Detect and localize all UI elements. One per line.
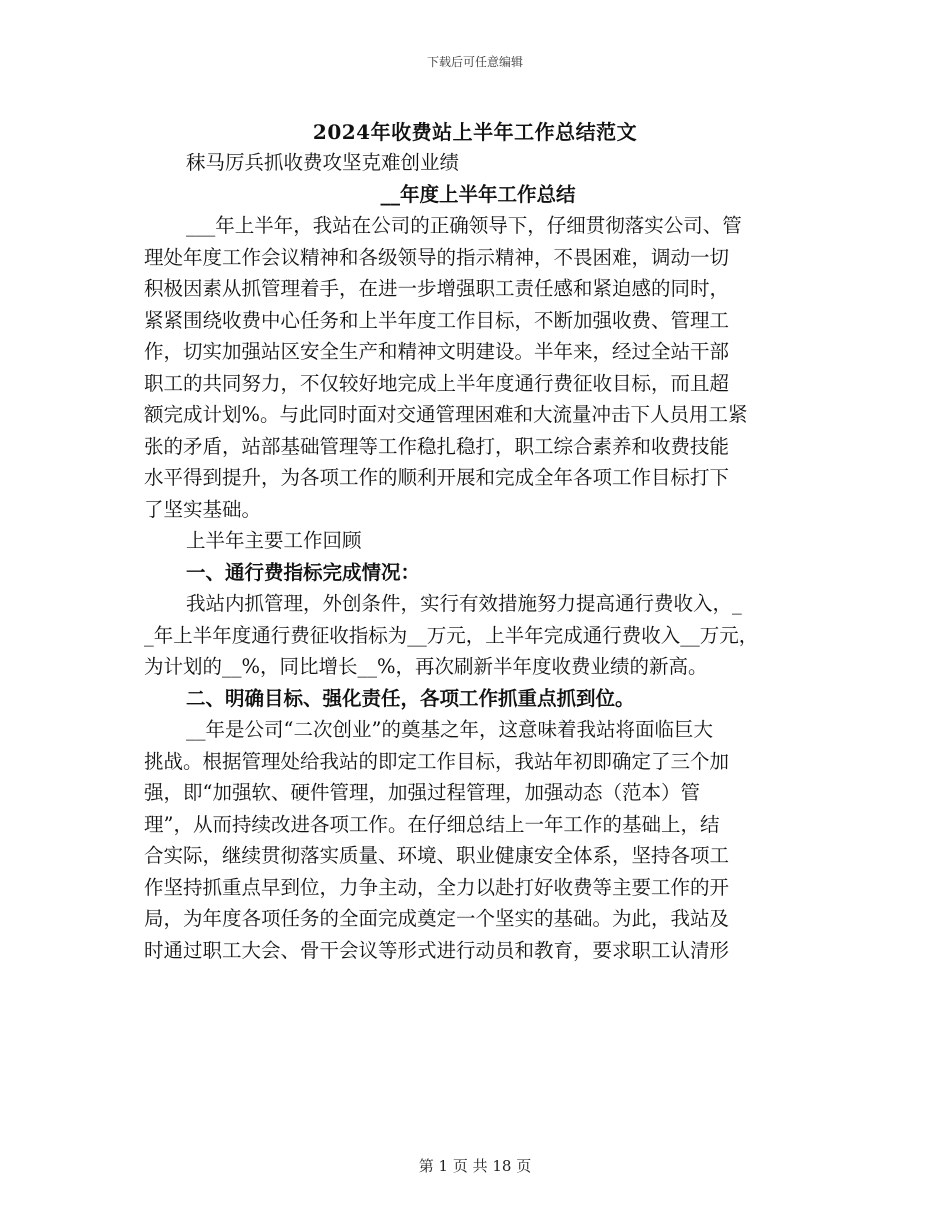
text-line: 额完成计划%。与此同时面对交通管理困难和大流量冲击下人员用工紧 xyxy=(144,403,748,426)
text-line: 紧紧围绕收费中心任务和上半年度工作目标，不断加强收费、管理工 xyxy=(144,308,730,332)
text-line: 上半年主要工作回顾 xyxy=(186,529,362,552)
text-line: 职工的共同努力，不仅较好地完成上半年度通行费征收目标，而且超 xyxy=(144,371,730,395)
text-line: __年度上半年工作总结 xyxy=(380,182,576,206)
page-title: 2024年收费站上半年工作总结范文 xyxy=(312,120,638,144)
text-line: 张的矛盾，站部基础管理等工作稳扎稳打，职工综合素养和收费技能 xyxy=(144,434,730,458)
document-body xyxy=(144,147,812,966)
text-line: 积极因素从抓管理着手，在进一步增强职工责任感和紧迫感的同时， xyxy=(144,277,730,300)
text-line: 作坚持抓重点早到位，力争主动，全力以赴打好收费等主要工作的开 xyxy=(144,875,730,899)
text-line: 理”，从而持续改进各项工作。在仔细总结上一年工作的基础上，结 xyxy=(144,812,720,836)
text-line: 局，为年度各项任务的全面完成奠定一个坚实的基础。为此，我站及 xyxy=(144,907,730,930)
text-line: 二、明确目标、强化责任，各项工作抓重点抓到位。 xyxy=(186,686,635,710)
text-line: 合实际，继续贯彻落实质量、环境、职业健康安全体系，坚持各项工 xyxy=(144,844,730,867)
text-line: 一、通行费指标完成情况： xyxy=(186,560,421,584)
text-line: 水平得到提升，为各项工作的顺利开展和完成全年各项工作目标打下 xyxy=(144,466,730,489)
text-line: __年是公司“二次创业”的奠基之年，这意味着我站将面临巨大 xyxy=(186,718,713,741)
text-line: 秣马厉兵抓收费攻坚克难创业绩 xyxy=(186,151,460,174)
text-line: ___年上半年，我站在公司的正确领导下，仔细贯彻落实公司、管 xyxy=(186,214,742,237)
text-line: 作，切实加强站区安全生产和精神文明建设。半年来，经过全站干部 xyxy=(144,340,730,363)
text-line: 挑战。根据管理处给我站的即定工作目标，我站年初即确定了三个加 xyxy=(144,749,730,773)
header-note: 下载后可任意编辑 xyxy=(426,55,523,69)
text-line: 我站内抓管理，外创条件，实行有效措施努力提高通行费收入，_ xyxy=(186,592,742,615)
text-line: 强，即“加强软、硬件管理，加强过程管理，加强动态（范本）管 xyxy=(144,781,700,804)
text-line: 为计划的__%，同比增长__%，再次刷新半年度收费业绩的新高。 xyxy=(144,655,708,678)
text-line: 了坚实基础。 xyxy=(144,497,262,521)
text-line: _年上半年度通行费征收指标为__万元，上半年完成通行费收入__万元， xyxy=(144,623,759,647)
text-line: 时通过职工大会、骨干会议等形式进行动员和教育，要求职工认清形 xyxy=(144,938,730,962)
text-line: 理处年度工作会议精神和各级领导的指示精神，不畏困难，调动一切 xyxy=(144,245,730,269)
page-footer: 第 1 页 共 18 页 xyxy=(418,1157,532,1175)
